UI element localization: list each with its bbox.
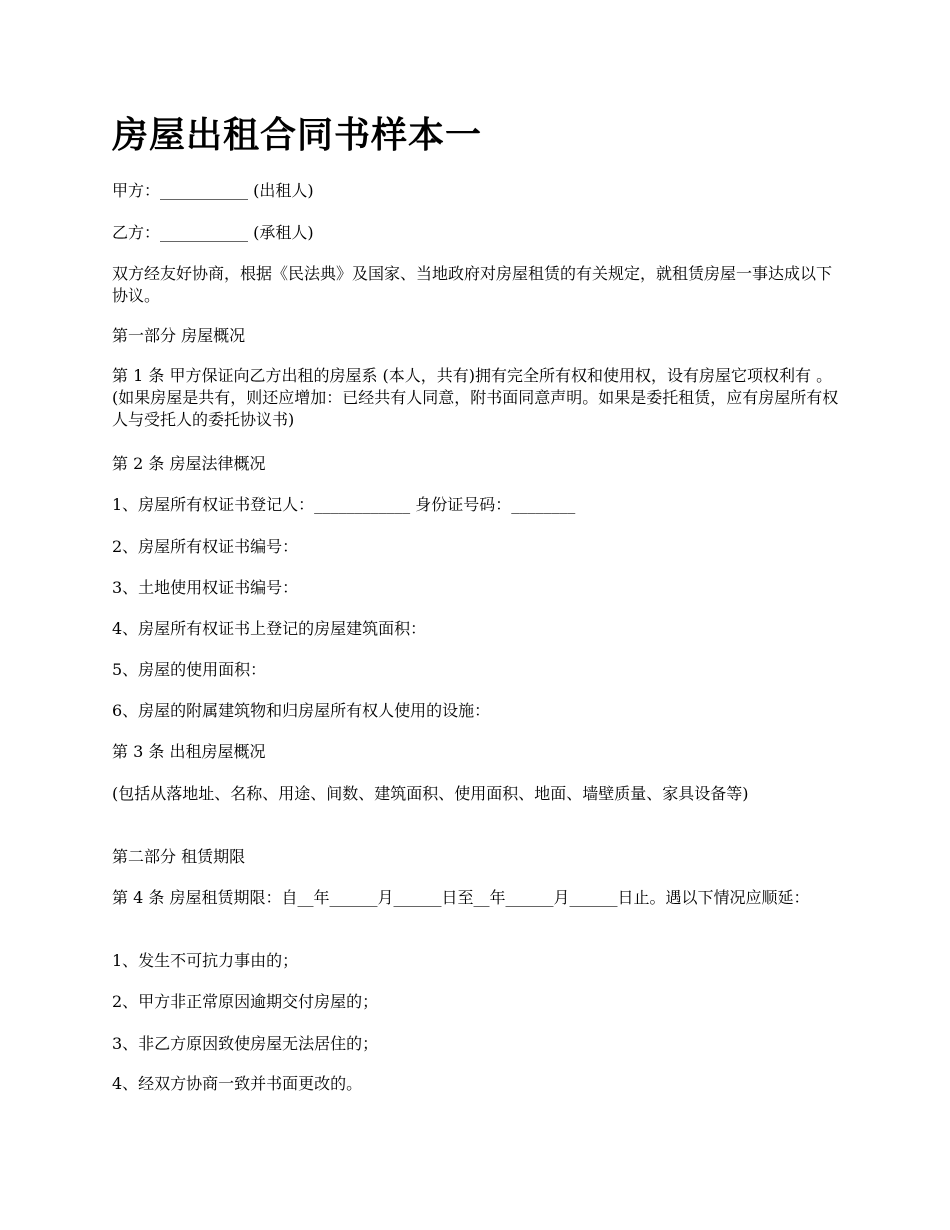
list-item-6: 6、房屋的附属建筑物和归房屋所有权人使用的设施：	[112, 701, 491, 720]
article-2-heading: 第 2 条 房屋法律概况	[112, 454, 266, 473]
article-1-paragraph: 第 1 条 甲方保证向乙方出租的房屋系 (本人，共有)拥有完全所有权和使用权，设有房屋它项权利有 。(如果房屋是共有，则还应增加：已经共有人同意，附书面同意声明。如果是委托租赁，应有房屋所有权人与受托人的委托协议书)	[112, 366, 839, 429]
list-item-4: 4、房屋所有权证书上登记的房屋建筑面积：	[112, 619, 427, 638]
list-item-5: 5、房屋的使用面积：	[112, 660, 267, 679]
section-heading-part-one: 第一部分 房屋概况	[112, 326, 246, 345]
article-3-paragraph: (包括从落地址、名称、用途、间数、建筑面积、使用面积、地面、墙壁质量、家具设备等)	[112, 784, 749, 803]
party-a-line: 甲方：___________ (出租人)	[112, 181, 314, 200]
list-item-1: 1、房屋所有权证书登记人：____________ 身份证号码：________	[112, 495, 576, 514]
extension-item-3: 3、非乙方原因致使房屋无法居住的；	[112, 1034, 379, 1053]
preamble-paragraph: 双方经友好协商，根据《民法典》及国家、当地政府对房屋租赁的有关规定，就租赁房屋一事达成以下协议。	[112, 264, 833, 305]
extension-item-2: 2、甲方非正常原因逾期交付房屋的；	[112, 992, 379, 1011]
extension-item-1: 1、发生不可抗力事由的；	[112, 951, 299, 970]
article-3-heading: 第 3 条 出租房屋概况	[112, 742, 266, 761]
document-title: 房屋出租合同书样本一	[112, 114, 483, 156]
section-heading-part-two: 第二部分 租赁期限	[112, 847, 246, 866]
list-item-3: 3、土地使用权证书编号：	[112, 578, 299, 597]
list-item-2: 2、房屋所有权证书编号：	[112, 537, 299, 556]
article-4-paragraph: 第 4 条 房屋租赁期限：自__年______月______日至__年______月______日止。遇以下情况应顺延：	[112, 888, 810, 907]
party-b-line: 乙方：___________ (承租人)	[112, 223, 314, 242]
extension-item-4: 4、经双方协商一致并书面更改的。	[112, 1074, 363, 1093]
